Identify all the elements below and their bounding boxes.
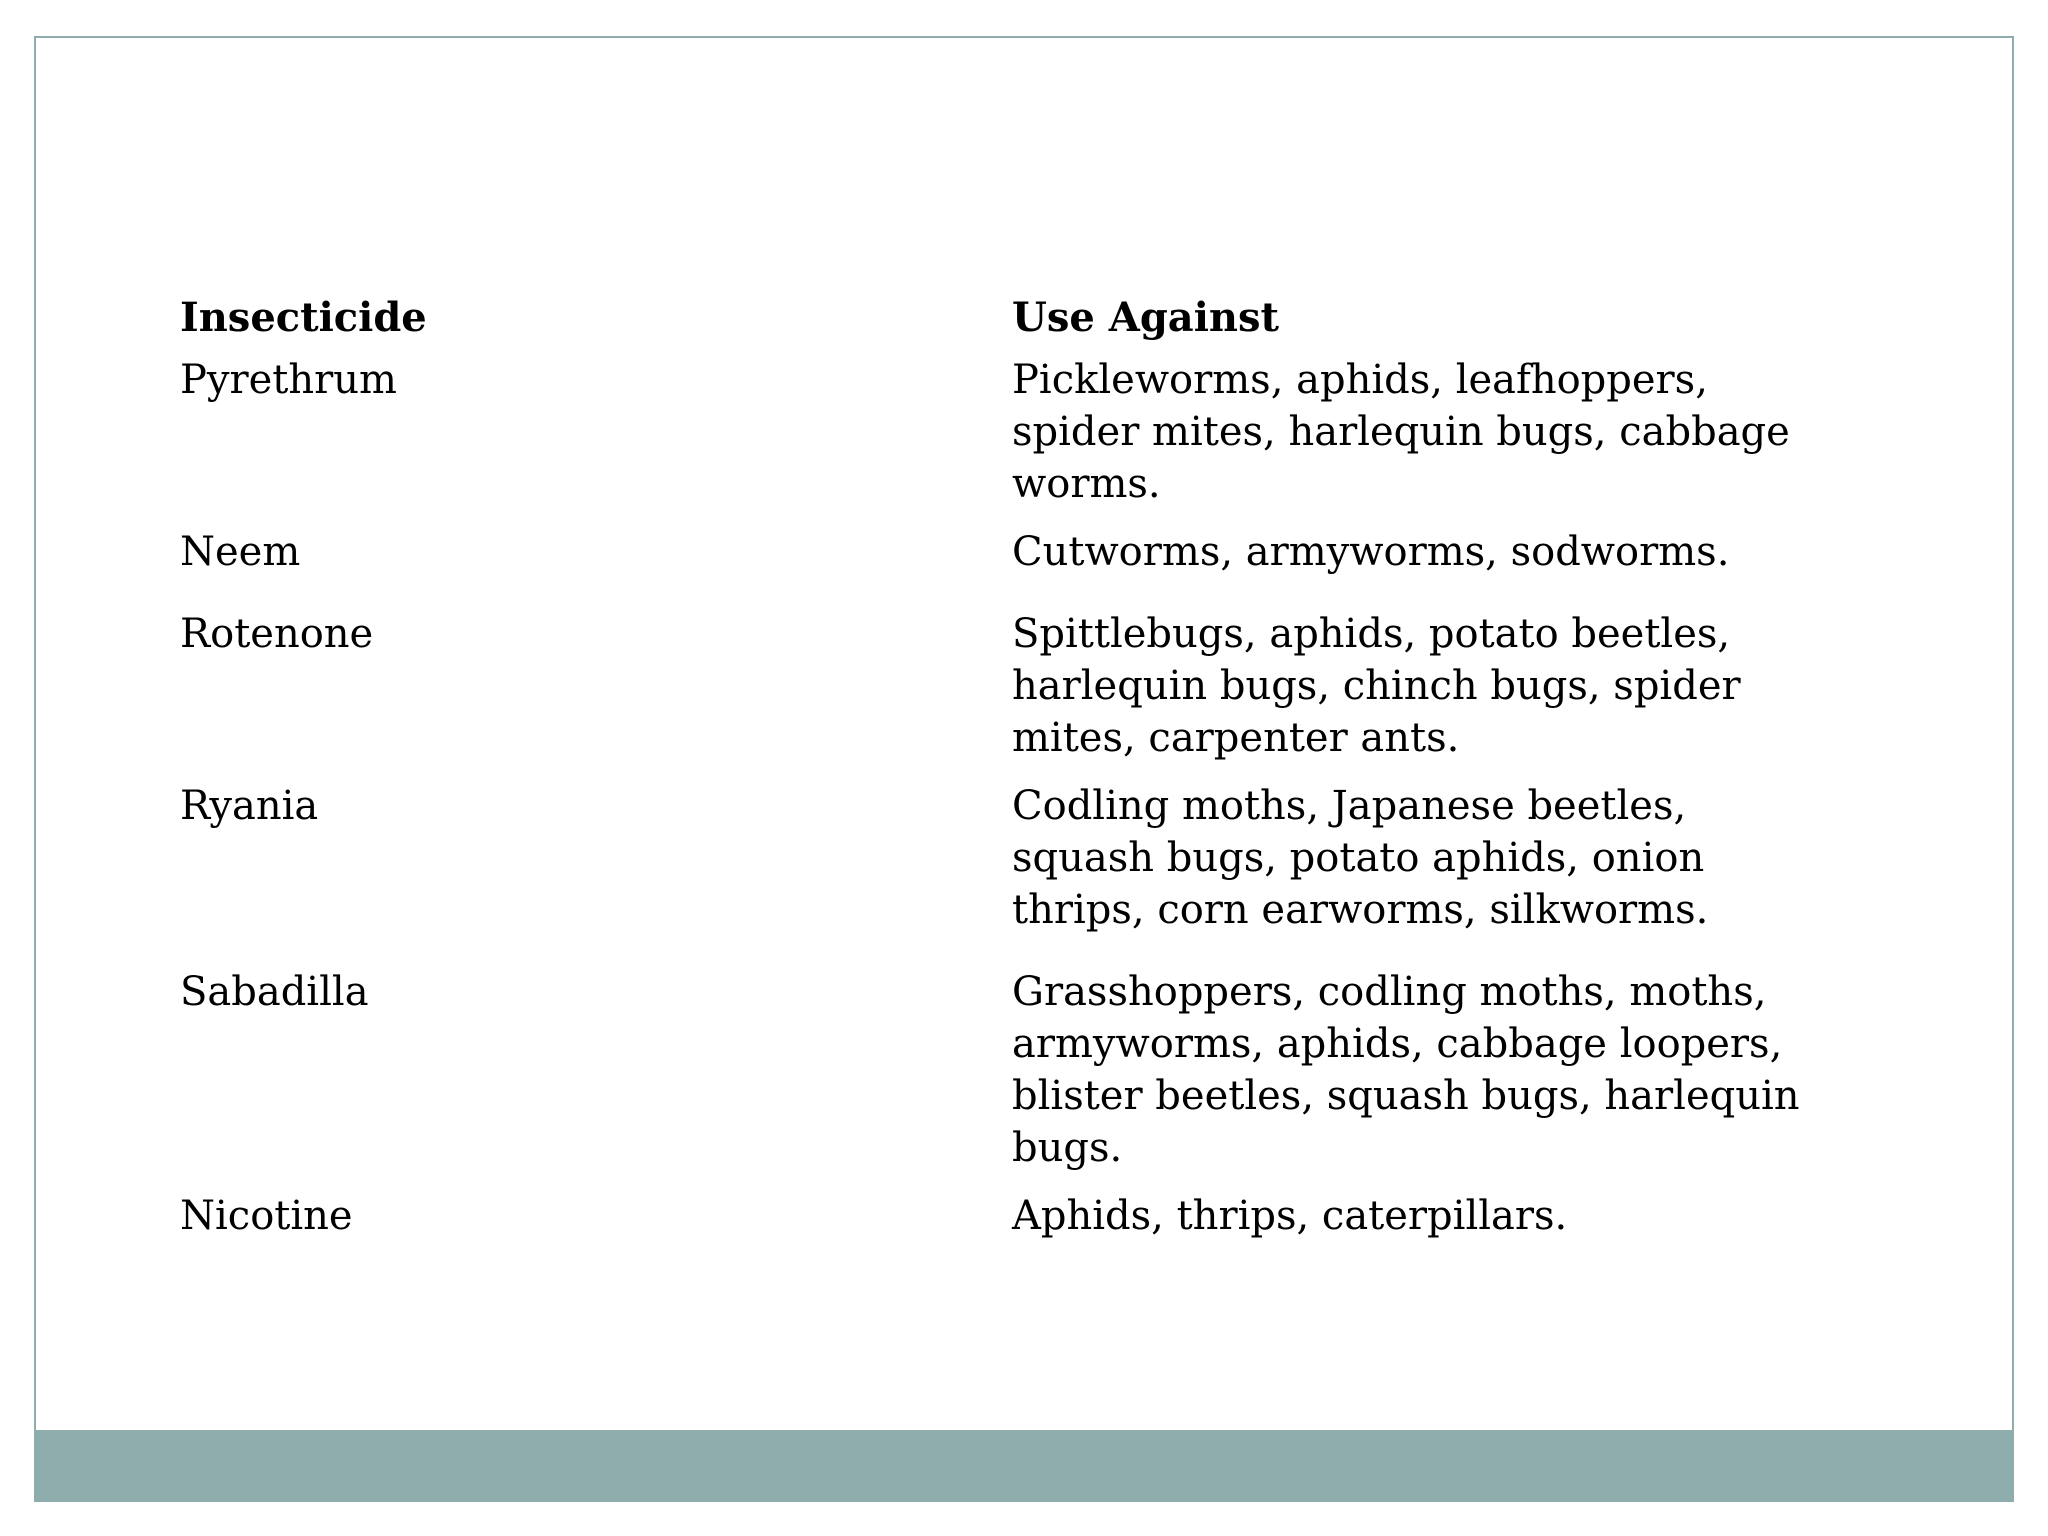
use-against-text: Spittlebugs, aphids, potato beetles, harlequin bugs, chinch bugs, spider mites, carpenter ants.	[1012, 611, 1741, 761]
table-row	[180, 966, 1820, 1190]
insecticide-name: Sabadilla	[180, 969, 369, 1015]
header-use-against: Use Against	[1012, 294, 1279, 341]
insecticide-name: Ryania	[180, 783, 319, 829]
use-against-text: Pickleworms, aphids, leafhoppers, spider mites, harlequin bugs, cabbage worms.	[1012, 357, 1790, 507]
use-against-text: Grasshoppers, codling moths, moths, armyworms, aphids, cabbage loopers, blister beetles, squash bugs, harlequin bugs.	[1012, 969, 1800, 1171]
insecticide-name: Rotenone	[180, 611, 374, 657]
table-header-row	[180, 292, 1820, 354]
table-row	[180, 1190, 1820, 1258]
insecticide-table	[180, 292, 1820, 1258]
insecticide-name: Nicotine	[180, 1193, 353, 1239]
use-against-text: Cutworms, armyworms, sodworms.	[1012, 529, 1730, 575]
header-insecticide: Insecticide	[180, 294, 427, 341]
use-against-text: Aphids, thrips, caterpillars.	[1012, 1193, 1568, 1239]
insecticide-name: Pyrethrum	[180, 357, 397, 403]
table-row	[180, 780, 1820, 966]
slide-frame	[34, 36, 2014, 1502]
footer-bar	[36, 1430, 2012, 1500]
table-row	[180, 608, 1820, 780]
use-against-text: Codling moths, Japanese beetles, squash bugs, potato aphids, onion thrips, corn earworms, silkworms.	[1012, 783, 1709, 933]
table-row	[180, 354, 1820, 526]
table-row	[180, 526, 1820, 608]
insecticide-name: Neem	[180, 529, 301, 575]
